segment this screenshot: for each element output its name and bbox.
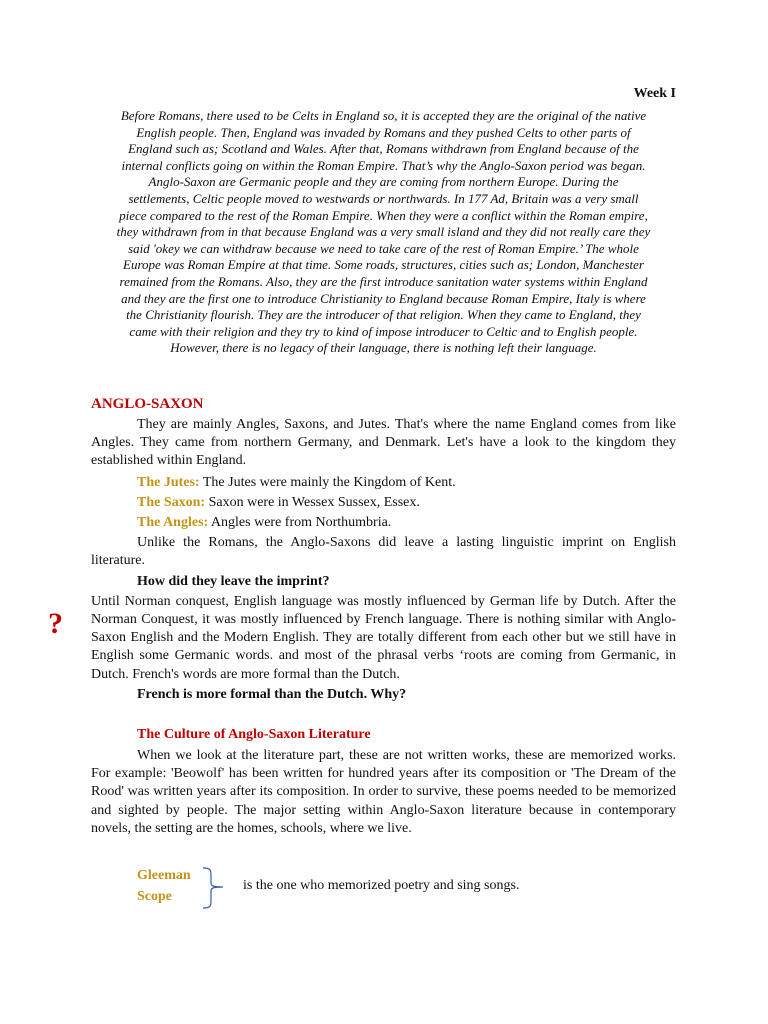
gleeman-definition (137, 866, 597, 910)
tribe-description: The Jutes were mainly the Kingdom of Kent. (199, 474, 456, 490)
document-page (91, 84, 676, 838)
intro-line: However, there is no legacy of their language, there is nothing left their language. (170, 340, 597, 356)
intro-line: internal conflicts going on within the Roman Empire. That’s why the Anglo-Saxon period was began. (121, 157, 646, 173)
week-label: Week I (633, 86, 676, 101)
culture-heading: The Culture of Anglo-Saxon Literature (137, 726, 371, 742)
term-scope: Scope (137, 889, 172, 904)
tribe-description: Saxon were in Wessex Sussex, Essex. (205, 494, 420, 510)
question-imprint: How did they leave the imprint? (137, 573, 330, 589)
intro-line: settlements, Celtic people moved to westwards or northwards. In 177 Ad, Britain was a very small (128, 190, 639, 206)
anglo-saxon-intro-paragraph: They are mainly Angles, Saxons, and Jutes. That's where the name England comes from like Angles. They came from northern Germany, and Denmark. Let's have a look to the kingdom they established within England. (91, 416, 676, 469)
norman-conquest-paragraph: Until Norman conquest, English language was mostly influenced by German life by Dutch. After the Norman Conquest, it was mostly influenced by French language. There is nothing similar with Anglo-Saxon English and the Modern English. They are totally different from each other but we still have in English some Germanic words. and most of the phrasal verbs ‘roots are coming from Germanic, in Dutch. French's words are more formal than the Dutch. (91, 593, 676, 682)
term-gleeman: Gleeman (137, 868, 191, 883)
intro-line: Anglo-Saxon are Germanic people and they are coming from northern Europe. During the (148, 174, 619, 190)
intro-line: remained from the Romans. Also, they are the first introduce sanitation water systems within England (119, 273, 648, 289)
tribe-item-angles (91, 514, 676, 532)
tribe-item-jutes (91, 474, 676, 492)
tribe-description: Angles were from Northumbria. (208, 514, 392, 530)
tribe-item-saxon (91, 494, 676, 512)
intro-line: English people. Then, England was invaded by Romans and they pushed Celts to other parts of (136, 124, 631, 140)
intro-line: the Christianity flourish. They are the introducer of that religion. When they came to England, they (126, 307, 641, 323)
intro-line: England such as; Scotland and Wales. After that, Romans withdrawn from England because of the (128, 141, 639, 157)
intro-line: and they are the first one to introduce Christianity to England because Roman Empire, Italy is where (121, 290, 646, 306)
intro-line: came with their religion and they try to kind of impose introducer to Celtic and to English people. (129, 323, 638, 339)
anglo-saxon-heading: ANGLO-SAXON (91, 395, 204, 412)
tribe-name: The Saxon: (137, 494, 206, 510)
intro-line: piece compared to the rest of the Roman Empire. When they were a conflict within the Roman empire, (119, 207, 648, 223)
brace-icon (199, 866, 229, 910)
intro-line: Europe was Roman Empire at that time. Some roads, structures, cities such as; London, Manchester (123, 257, 644, 273)
tribe-name: The Jutes: (137, 474, 200, 490)
intro-paragraph (91, 108, 676, 357)
intro-line: Before Romans, there used to be Celts in England so, it is accepted they are the original of the native (120, 108, 647, 123)
culture-paragraph: When we look at the literature part, these are not written works, these are memorized works. For example: 'Beowolf' has been written for hundred years after its composition or 'The Dream of the Rood' was written years after its composition. In order to survive, these poems needed to be memorized and sighted by people. The major setting within Anglo-Saxon literature because in contemporary novels, the setting are the homes, schools, where we live. (91, 747, 676, 836)
intro-line: said 'okey we can withdraw because we need to take care of the rest of Roman Empire.’ The whole (128, 240, 639, 256)
intro-line: they withdrawn from in that because England was a very small island and they did not really care they (116, 224, 651, 240)
question-mark-annotation: ? (48, 607, 63, 640)
tribe-name: The Angles: (137, 514, 209, 530)
linguistic-imprint-paragraph: Unlike the Romans, the Anglo-Saxons did leave a lasting linguistic imprint on English literature. (91, 535, 676, 569)
question-formality: French is more formal than the Dutch. Why? (137, 686, 407, 702)
gleeman-definition-text: is the one who memorized poetry and sing songs. (243, 878, 520, 893)
